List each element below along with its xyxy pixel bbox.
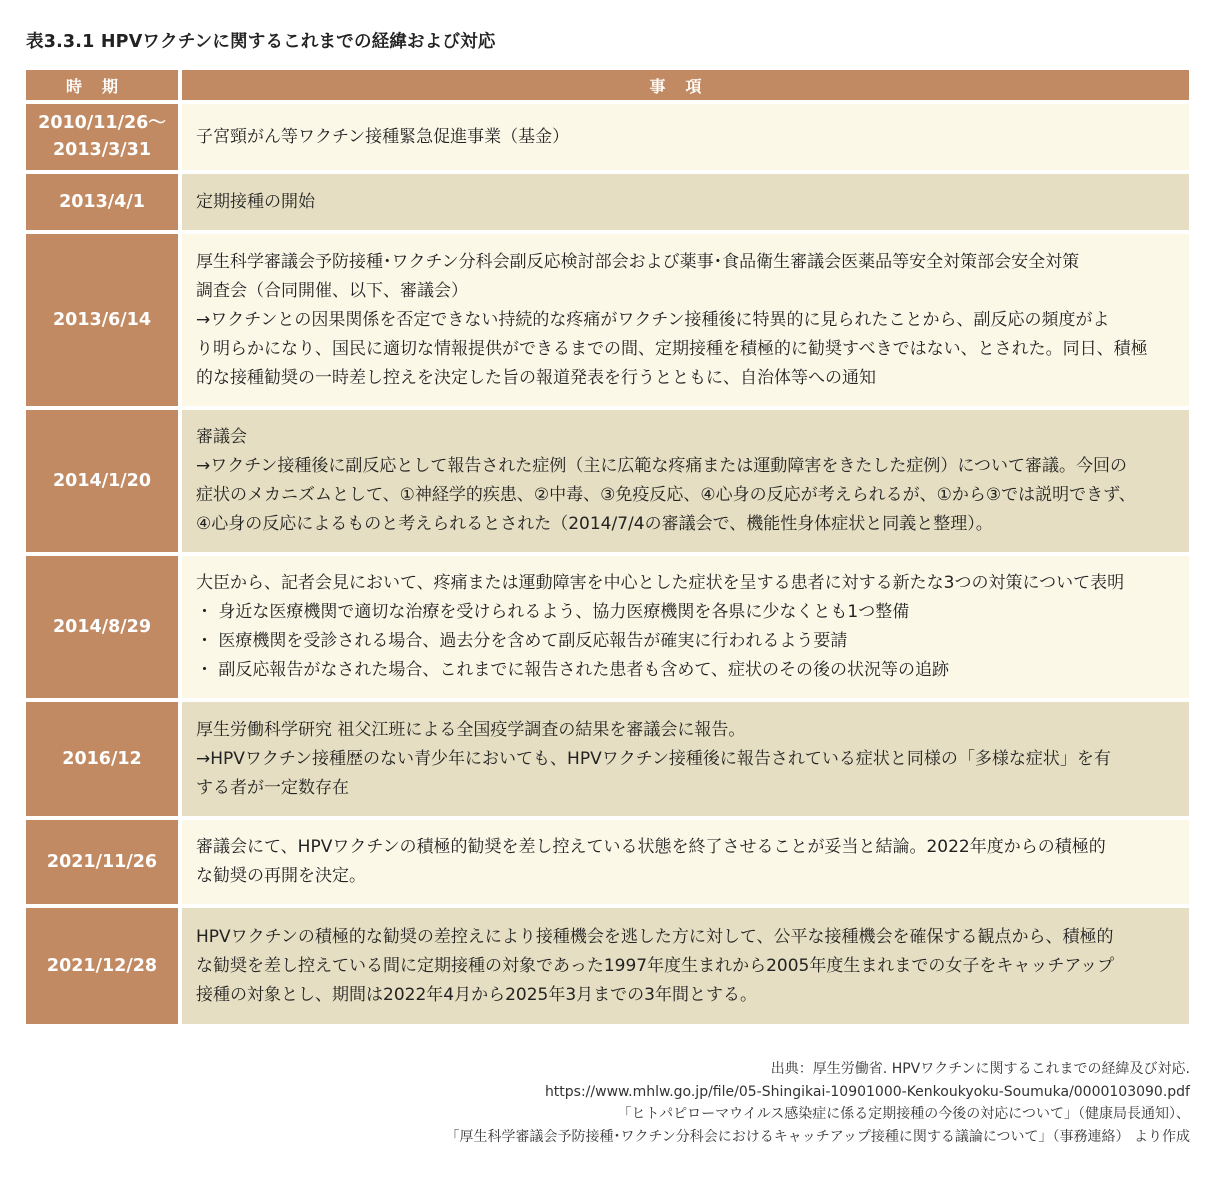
content-line: 症状のメカニズムとして、①神経学的疾患、②中毒、③免疫反応、④心身の反応が考えられるが、①から③では説明できず、 [196,485,1136,505]
date-line: 2010/11/26〜 [38,113,166,133]
date-line: 2014/1/20 [52,470,152,491]
row-date [26,232,180,408]
header-content: 事項 [180,70,1189,102]
table-row [26,408,1189,554]
history-table [26,70,1189,1024]
row-date [26,700,180,818]
row-content [180,102,1189,172]
content-line: 審議会 [196,427,247,447]
row-content [180,818,1189,906]
date-line: 2014/8/29 [52,616,152,637]
row-date [26,554,180,700]
content-line: ・ 副反応報告がなされた場合、これまでに報告された患者も含めて、症状のその後の状況等の追跡 [196,660,950,680]
row-content [180,408,1189,554]
content-line: 大臣から、記者会見において、疼痛または運動障害を中心とした症状を呈する患者に対する新たな3つの対策について表明 [196,573,1125,593]
content-line: →HPVワクチン接種歴のない青少年においても、HPVワクチン接種後に報告されている症状と同様の「多様な症状」を有 [196,748,1111,769]
footer-line: 「厚生科学審議会予防接種･ワクチン分科会におけるキャッチアップ接種に関する議論について」（事務連絡） より作成 [445,1128,1190,1145]
row-date [26,172,180,232]
content-line: ・ 身近な医療機関で適切な治療を受けられるよう、協力医療機関を各県に少なくとも1つ整備 [196,602,910,622]
table-caption: 表3.3.1 HPVワクチンに関するこれまでの経緯および対応 [26,32,496,52]
source-footer [446,1058,1191,1148]
content-line: →ワクチンとの因果関係を否定できない持続的な疼痛がワクチン接種後に特異的に見られたことから、副反応の頻度がよ [196,309,1110,330]
content-line: 厚生科学審議会予防接種･ワクチン分科会副反応検討部会および薬事･食品衛生審議会医薬品等安全対策部会安全対策 [196,251,1080,272]
row-date [26,408,180,554]
row-date [26,818,180,906]
content-line: な勧奨を差し控えている間に定期接種の対象であった1997年度生まれから2005年度生まれまでの女子をキャッチアップ [196,955,1115,976]
content-line: する者が一定数存在 [196,777,349,798]
content-line: ・ 医療機関を受診される場合、過去分を含めて副反応報告が確実に行われるよう要請 [196,631,848,651]
date-line: 2021/11/26 [46,851,158,872]
content-line: り明らかになり、国民に適切な情報提供ができるまでの間、定期接種を積極的に勧奨すべきではない、とされた。同日、積極 [196,338,1148,359]
content-line: →ワクチン接種後に副反応として報告された症例（主に広範な疼痛または運動障害をきたした症例）について審議。今回の [196,456,1128,476]
table-row [26,906,1189,1024]
content-line: 定期接種の開始 [196,191,315,212]
table-row [26,102,1189,172]
table-row [26,172,1189,232]
content-line: 子宮頸がん等ワクチン接種緊急促進事業（基金） [196,126,570,147]
date-line: 2016/12 [62,748,142,769]
footer-line: https://www.mhlw.go.jp/file/05-Shingikai-10901000-Kenkoukyoku-Soumuka/0000103090.pdf [544,1083,1190,1100]
row-content [180,906,1189,1024]
footer-line: 「ヒトパピローマウイルス感染症に係る定期接種の今後の対応について」（健康局長通知）、 [617,1106,1190,1122]
date-line: 2013/4/1 [59,191,145,212]
table-header-row [26,70,1189,102]
content-line: HPVワクチンの積極的な勧奨の差控えにより接種機会を逃した方に対して、公平な接種機会を確保する観点から、積極的 [196,926,1114,947]
table-row [26,700,1189,818]
content-line: 的な接種勧奨の一時差し控えを決定した旨の報道発表を行うとともに、自治体等への通知 [196,367,876,388]
row-date [26,906,180,1024]
footer-line: 出典：厚生労働省. HPVワクチンに関するこれまでの経緯及び対応. [770,1061,1190,1077]
row-content [180,554,1189,700]
content-line: ④心身の反応によるものと考えられるとされた（2014/7/4の審議会で、機能性身体症状と同義と整理）。 [196,514,993,534]
header-date: 時期 [26,70,180,102]
content-line: 接種の対象とし、期間は2022年4月から2025年3月までの3年間とする。 [196,984,757,1005]
content-line: 厚生労働科学研究 祖父江班による全国疫学調査の結果を審議会に報告。 [196,719,746,740]
date-line: 2013/3/31 [52,140,152,160]
row-date [26,102,180,172]
table-row [26,818,1189,906]
table-row [26,232,1189,408]
content-line: 調査会（合同開催、以下、審議会） [196,280,468,301]
content-line: 審議会にて、HPVワクチンの積極的勧奨を差し控えている状態を終了させることが妥当と結論。2022年度からの積極的 [196,837,1106,857]
content-line: な勧奨の再開を決定。 [196,866,366,886]
row-content [180,232,1189,408]
date-line: 2013/6/14 [52,309,152,330]
row-content [180,700,1189,818]
row-content [180,172,1189,232]
date-line: 2021/12/28 [46,955,158,976]
table-row [26,554,1189,700]
